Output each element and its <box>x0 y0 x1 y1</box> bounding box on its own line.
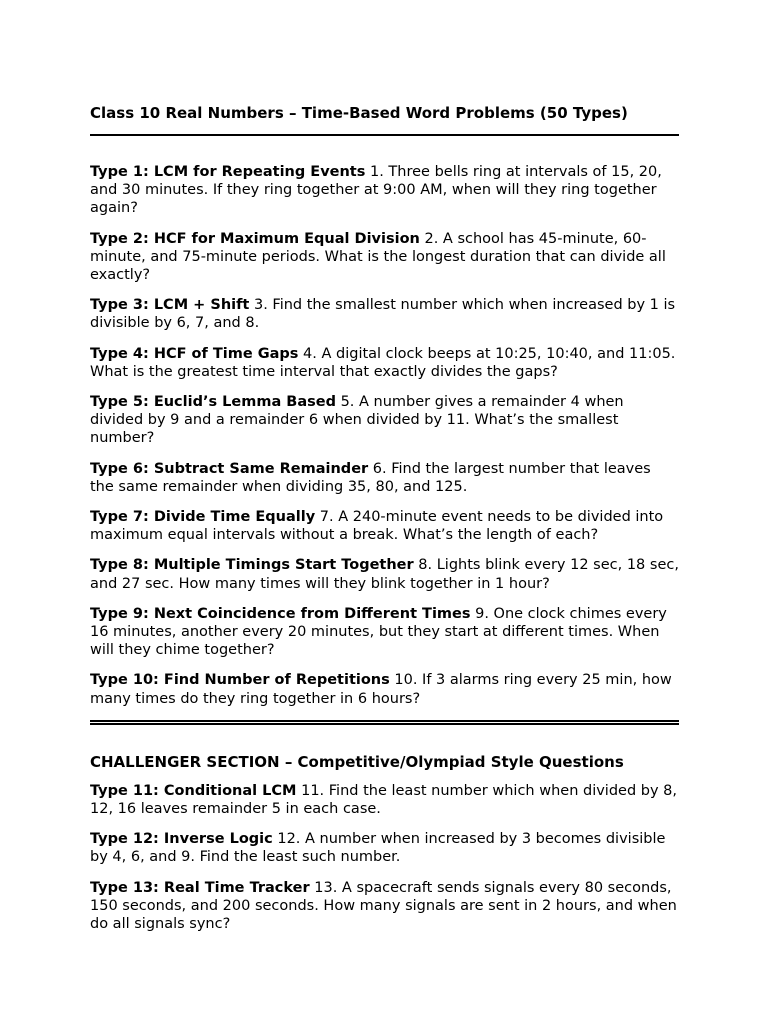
problem-item <box>90 830 679 866</box>
type-label: Type 12: Inverse Logic <box>90 831 273 848</box>
title-divider <box>90 134 679 136</box>
problem-item <box>90 605 679 660</box>
problem-text: 7. A 240-minute event needs to be divided into maximum equal intervals without a break. What’s the length of each? <box>90 509 664 544</box>
section-basic-types <box>90 163 679 708</box>
problem-item <box>90 163 679 218</box>
problem-item <box>90 671 679 707</box>
section-title: CHALLENGER SECTION – Competitive/Olympiad Style Questions <box>90 752 624 771</box>
type-label: Type 2: HCF for Maximum Equal Division <box>90 230 420 247</box>
type-label: Type 5: Euclid’s Lemma Based <box>90 394 336 411</box>
problem-text: 9. One clock chimes every 16 minutes, another every 20 minutes, but they start at different times. When will they chime together? <box>90 605 667 659</box>
problem-item <box>90 345 679 381</box>
problem-text: 3. Find the smallest number which when increased by 1 is divisible by 6, 7, and 8. <box>90 297 676 332</box>
problem-item <box>90 508 679 544</box>
problem-item <box>90 879 679 934</box>
problem-text: 1. Three bells ring at intervals of 15, 20, and 30 minutes. If they ring together at 9:00 AM, when will they ring together again? <box>90 164 662 217</box>
type-label: Type 13: Real Time Tracker <box>90 879 310 896</box>
problem-text: 12. A number when increased by 3 becomes divisible by 4, 6, and 9. Find the least such number. <box>90 831 666 866</box>
problem-item <box>90 782 679 818</box>
type-label: Type 9: Next Coincidence from Different Times <box>90 605 471 622</box>
type-label: Type 11: Conditional LCM <box>90 782 297 799</box>
document-page <box>90 103 679 945</box>
type-label: Type 8: Multiple Timings Start Together <box>90 557 414 574</box>
type-label: Type 6: Subtract Same Remainder <box>90 460 369 477</box>
problem-text: 6. Find the largest number that leaves the same remainder when dividing 35, 80, and 125. <box>90 460 651 495</box>
problem-text: 4. A digital clock beeps at 10:25, 10:40, and 11:05. What is the greatest time interval that exactly divides the gaps? <box>90 345 676 380</box>
problem-text: 2. A school has 45-minute, 60-minute, and 75-minute periods. What is the longest duration that can divide all exactly? <box>90 230 666 284</box>
problem-item <box>90 556 679 592</box>
type-label: Type 4: HCF of Time Gaps <box>90 345 299 362</box>
problem-text: 11. Find the least number which when divided by 8, 12, 16 leaves remainder 5 in each case. <box>90 782 677 818</box>
type-label: Type 3: LCM + Shift <box>90 297 250 314</box>
problem-item <box>90 460 679 496</box>
type-label: Type 7: Divide Time Equally <box>90 509 316 526</box>
problem-item <box>90 393 679 448</box>
problem-text: 5. A number gives a remainder 4 when divided by 9 and a remainder 6 when divided by 11. What’s the smallest number? <box>90 394 624 447</box>
type-label: Type 10: Find Number of Repetitions <box>90 672 390 689</box>
type-label: Type 1: LCM for Repeating Events <box>90 164 366 180</box>
problem-text: 13. A spacecraft sends signals every 80 seconds, 150 seconds, and 200 seconds. How many signals are sent in 2 hours, and when do all signals sync? <box>90 879 677 933</box>
section-divider <box>90 720 679 725</box>
document-title: Class 10 Real Numbers – Time-Based Word Problems (50 Types) <box>90 104 628 122</box>
problem-text: 8. Lights blink every 12 sec, 18 sec, and 27 sec. How many times will they blink together in 1 hour? <box>90 557 679 592</box>
problem-text: 10. If 3 alarms ring every 25 min, how many times do they ring together in 6 hours? <box>90 672 672 707</box>
section-challenger <box>90 752 679 933</box>
problem-item <box>90 296 679 332</box>
problem-item <box>90 230 679 285</box>
